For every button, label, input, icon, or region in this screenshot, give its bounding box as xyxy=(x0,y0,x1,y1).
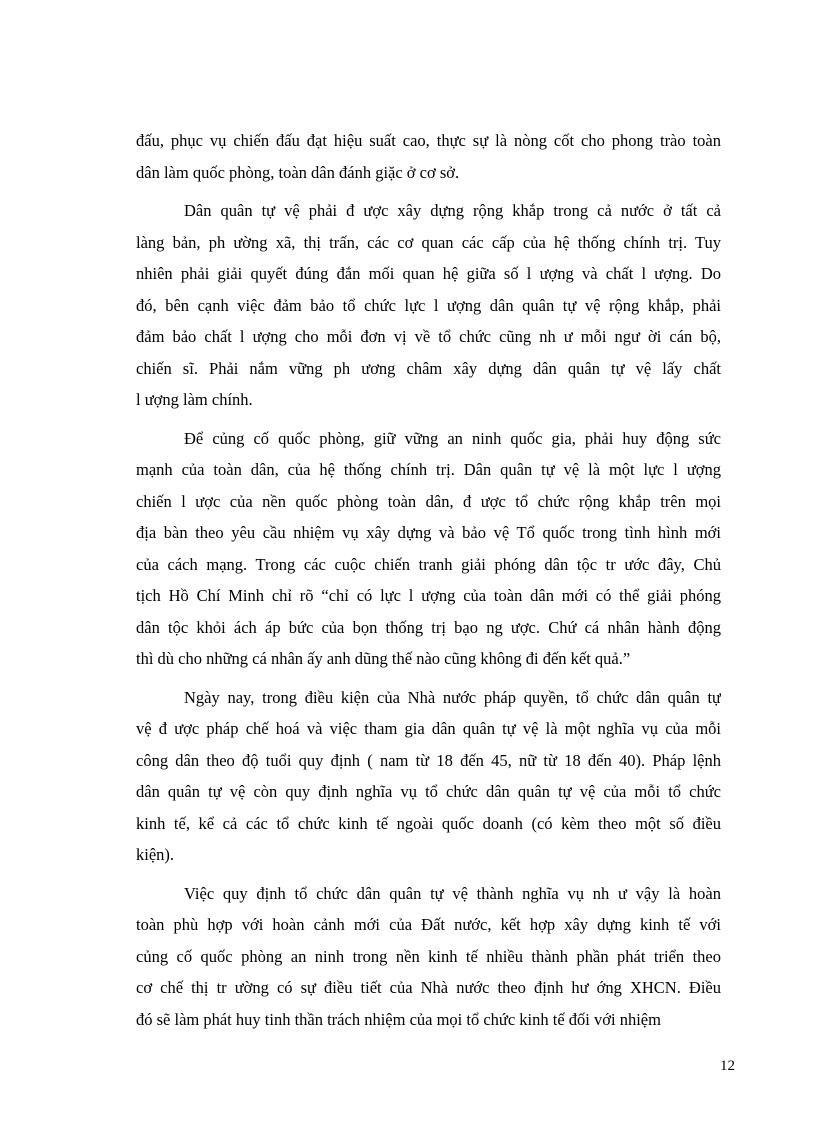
text-line: dân tộc khỏi ách áp bức của bọn thống trị bạo ng ược. Chứ cá nhân hành động xyxy=(136,617,721,637)
paragraph xyxy=(136,125,721,188)
text-line: công dân theo độ tuổi quy định ( nam từ 18 đến 45, nữ từ 18 đến 40). Pháp lệnh xyxy=(136,750,721,770)
page-number: 12 xyxy=(720,1058,735,1074)
text-line: của cách mạng. Trong các cuộc chiến tranh giải phóng dân tộc tr ước đây, Chủ xyxy=(136,554,721,574)
text-line: Dân quân tự vệ phải đ ược xây dựng rộng khắp trong cả nước ở tất cả xyxy=(184,201,721,220)
text-line: thì dù cho những cá nhân ấy anh dũng thế nào cũng không đi đến kết quả.” xyxy=(136,649,631,668)
text-line: vệ đ ược pháp chế hoá và việc tham gia dân quân tự vệ là một nghĩa vụ của mỗi xyxy=(136,719,721,738)
text-line: tịch Hồ Chí Minh chỉ rõ “chỉ có lực l ượng của toàn dân mới có thể giải phóng xyxy=(136,586,721,605)
paragraph xyxy=(136,878,721,1036)
text-line: nhiên phải giải quyết đúng đắn mối quan hệ giữa số l ượng và chất l ượng. Do xyxy=(136,264,721,283)
text-line: làng bản, ph ường xã, thị trấn, các cơ quan các cấp của hệ thống chính trị. Tuy xyxy=(136,232,721,252)
body-text xyxy=(136,125,721,1042)
text-line: đấu, phục vụ chiến đấu đạt hiệu suất cao, thực sự là nòng cốt cho phong trào toàn xyxy=(136,131,721,150)
text-line: kiện). xyxy=(136,845,175,864)
paragraph xyxy=(136,423,721,675)
text-line: toàn phù hợp với hoàn cảnh mới của Đất nước, kết hợp xây dựng kinh tế với xyxy=(136,915,721,934)
text-line: cơ chế thị tr ường có sự điều tiết của Nhà nước theo định hư ớng XHCN. Điều xyxy=(136,978,721,997)
text-line: Để củng cố quốc phòng, giữ vững an ninh quốc gia, phải huy động sức xyxy=(184,428,721,448)
text-line: củng cố quốc phòng an ninh trong nền kinh tế nhiều thành phần phát triển theo xyxy=(136,946,721,966)
paragraph xyxy=(136,682,721,871)
text-line: chiến l ược của nền quốc phòng toàn dân, đ ược tổ chức rộng khắp trên mọi xyxy=(136,491,721,511)
text-line: l ượng làm chính. xyxy=(136,390,253,409)
text-line: đảm bảo chất l ượng cho mỗi đơn vị về tổ chức cũng nh ư mỗi ngư ời cán bộ, xyxy=(136,327,721,346)
text-line: Ngày nay, trong điều kiện của Nhà nước pháp quyền, tổ chức dân quân tự xyxy=(184,687,721,707)
text-line: địa bàn theo yêu cầu nhiệm vụ xây dựng và bảo vệ Tổ quốc trong tình hình mới xyxy=(136,523,721,542)
text-line: đó sẽ làm phát huy tinh thần trách nhiệm của mọi tổ chức kinh tế đối với nhiệm xyxy=(136,1009,661,1029)
text-line: dân quân tự vệ còn quy định nghĩa vụ tổ chức dân quân tự vệ của mỗi tổ chức xyxy=(136,782,721,801)
paragraph xyxy=(136,195,721,416)
text-line: mạnh của toàn dân, của hệ thống chính trị. Dân quân tự vệ là một lực l ượng xyxy=(136,460,721,479)
text-line: đó, bên cạnh việc đảm bảo tổ chức lực l ượng dân quân tự vệ rộng khắp, phải xyxy=(136,295,721,315)
text-line: dân làm quốc phòng, toàn dân đánh giặc ở cơ sở. xyxy=(136,162,460,182)
text-line: chiến sĩ. Phải nắm vững ph ương châm xây dựng dân quân tự vệ lấy chất xyxy=(136,358,721,378)
text-line: Việc quy định tổ chức dân quân tự vệ thành nghĩa vụ nh ư vậy là hoàn xyxy=(184,883,721,903)
text-line: kinh tế, kể cả các tổ chức kinh tế ngoài quốc doanh (có kèm theo một số điều xyxy=(136,813,721,833)
